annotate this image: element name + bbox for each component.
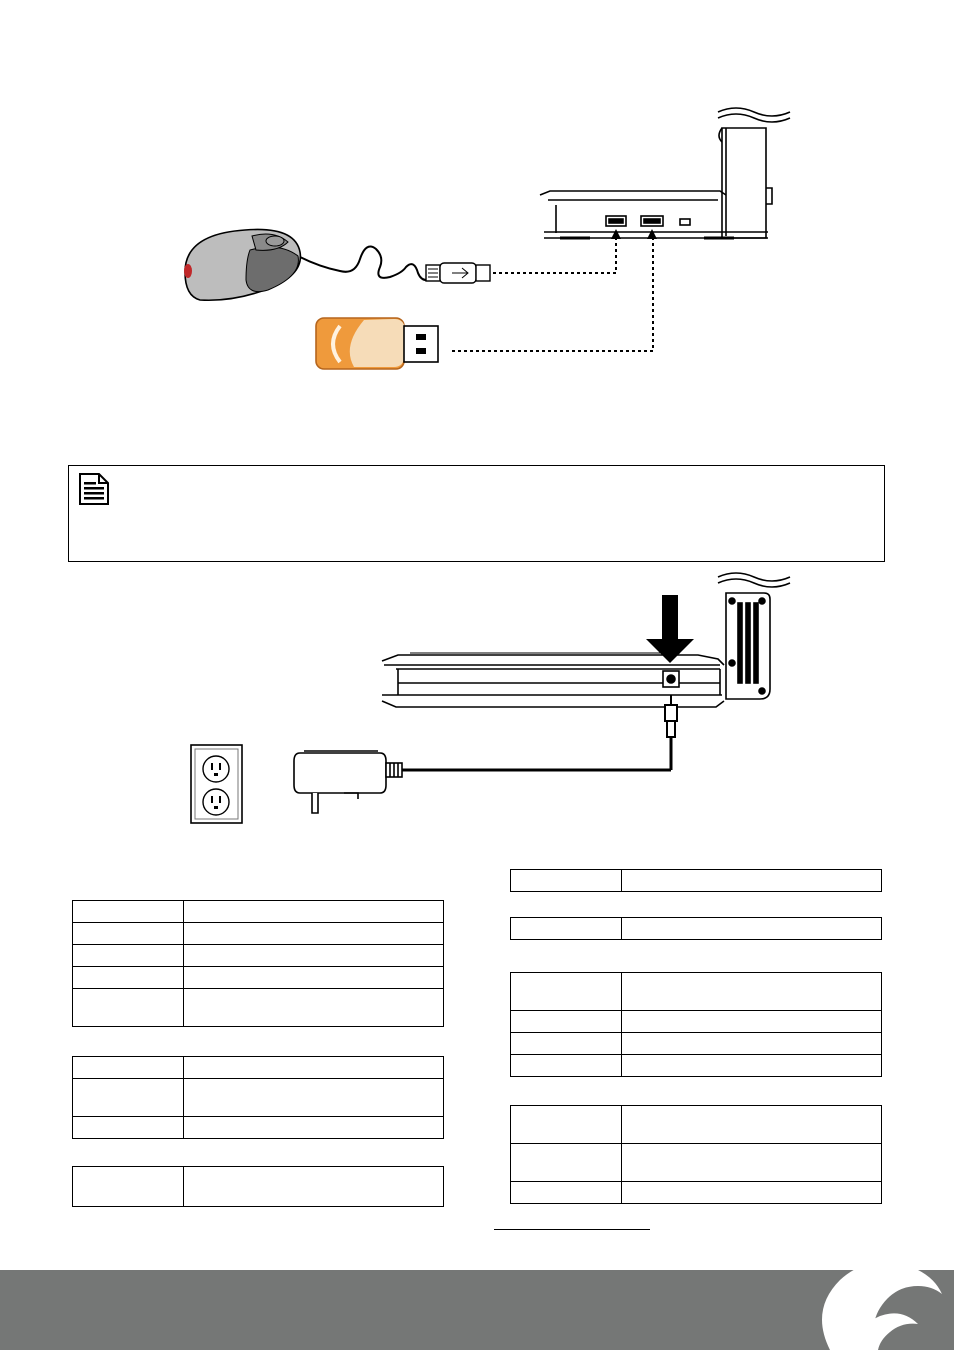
dotted-connections (452, 239, 653, 351)
spec-table-right-2 (510, 917, 882, 940)
table-cell (511, 918, 622, 940)
table-cell (511, 1033, 622, 1055)
table-cell (622, 1011, 882, 1033)
table-cell (184, 901, 444, 923)
table-cell (511, 1106, 622, 1144)
spec-table-left-1 (72, 900, 444, 1027)
table-cell (511, 1144, 622, 1182)
table-cell (73, 1079, 184, 1117)
table-cell (622, 1144, 882, 1182)
spec-table-left-2 (72, 1056, 444, 1139)
mouse-icon (184, 229, 490, 300)
table-cell (184, 1057, 444, 1079)
table-cell (73, 1057, 184, 1079)
device-side-view (540, 108, 790, 238)
power-adapter-icon (294, 751, 402, 813)
table-cell (622, 918, 882, 940)
table-cell (73, 1167, 184, 1207)
device-base-side (382, 653, 724, 707)
table-cell (73, 901, 184, 923)
spec-table-right-1 (510, 869, 882, 892)
table-cell (511, 870, 622, 892)
table-cell (184, 1117, 444, 1139)
table-cell (184, 923, 444, 945)
table-cell (511, 1182, 622, 1204)
table-cell (622, 1055, 882, 1077)
table-cell (184, 1079, 444, 1117)
note-box (68, 465, 885, 562)
spec-table-left-3 (72, 1166, 444, 1207)
table-cell (622, 1182, 882, 1204)
footnote-rule (494, 1229, 650, 1230)
table-cell (622, 1106, 882, 1144)
table-cell (511, 973, 622, 1011)
table-cell (73, 989, 184, 1027)
table-cell (511, 1011, 622, 1033)
wave-logo-icon (800, 1262, 954, 1350)
spec-table-right-4 (510, 1105, 882, 1204)
document-note-icon (79, 473, 109, 505)
table-cell (184, 945, 444, 967)
wall-outlet-icon (191, 745, 242, 823)
power-connection-diagram (0, 565, 954, 830)
usb-connection-diagram (0, 0, 954, 420)
table-cell (622, 1033, 882, 1055)
usb-drive-icon (316, 318, 438, 369)
table-cell (511, 1055, 622, 1077)
table-cell (184, 1167, 444, 1207)
table-cell (184, 967, 444, 989)
table-cell (73, 1117, 184, 1139)
spec-table-right-3 (510, 972, 882, 1077)
table-cell (73, 945, 184, 967)
table-cell (622, 870, 882, 892)
table-cell (73, 967, 184, 989)
table-cell (622, 973, 882, 1011)
device-hinge-arm (726, 593, 770, 699)
table-cell (73, 923, 184, 945)
table-cell (184, 989, 444, 1027)
